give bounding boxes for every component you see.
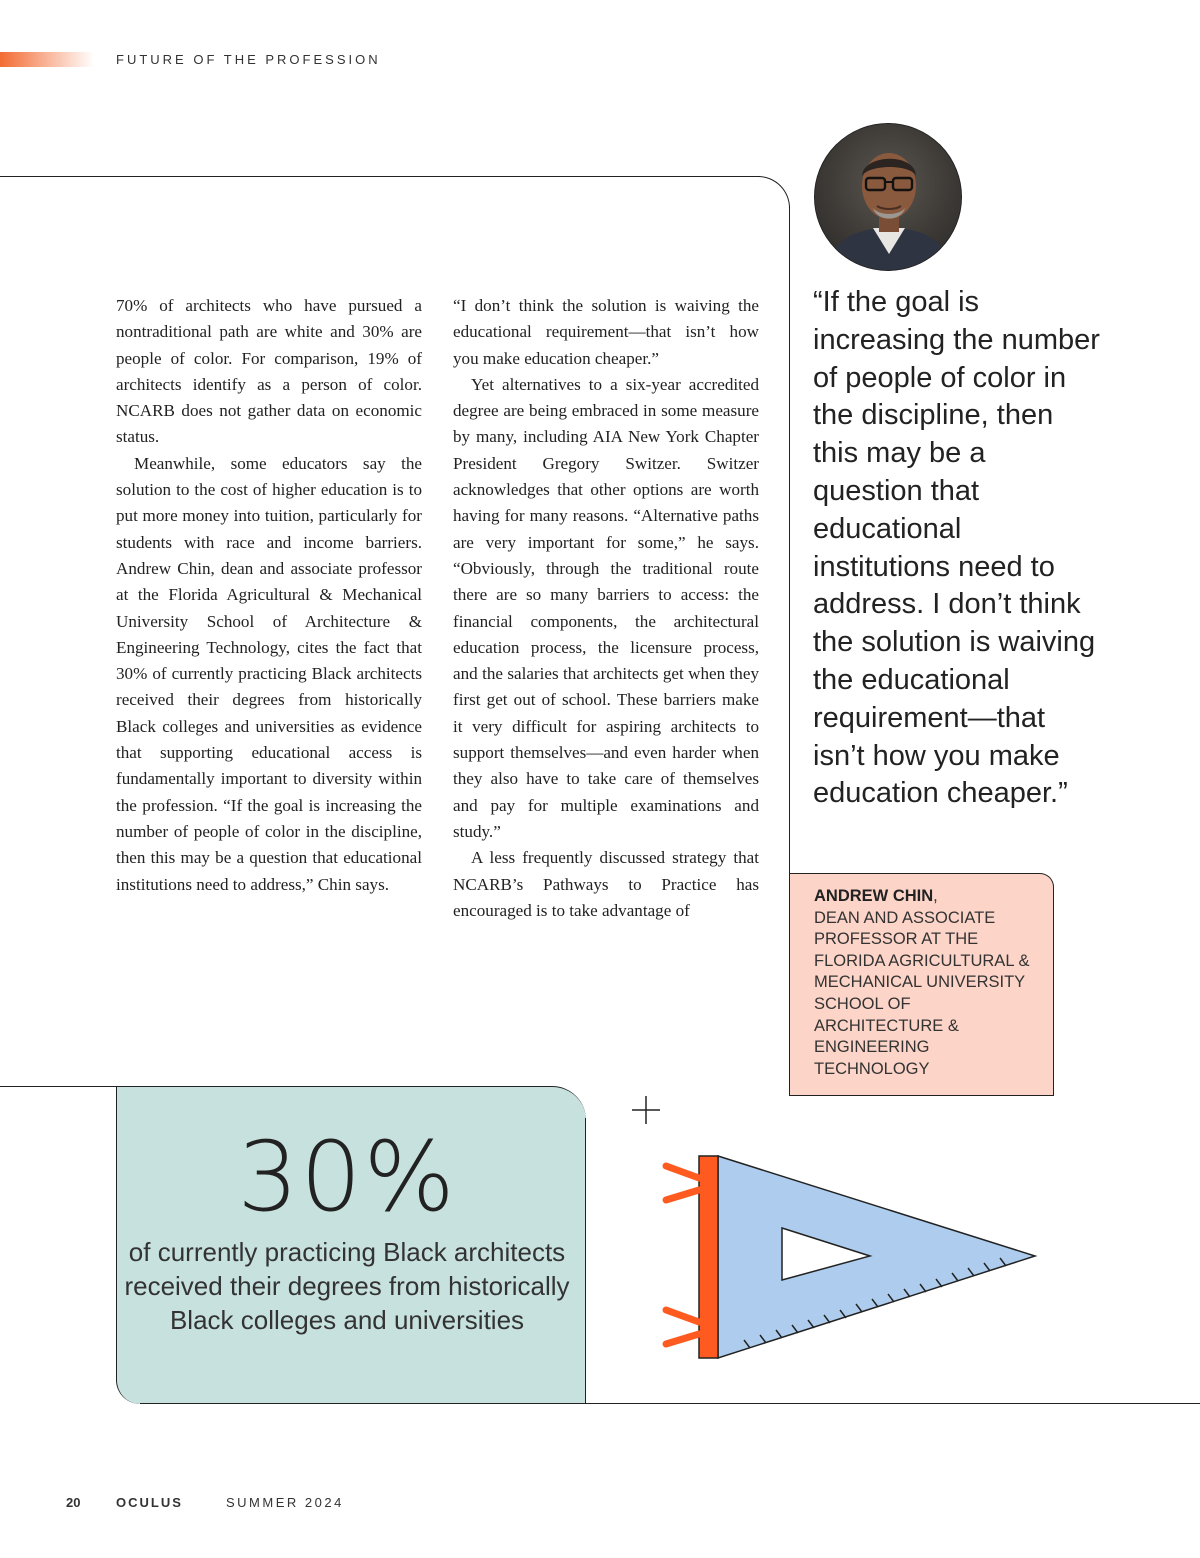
paragraph: “I don’t think the solution is waiving the educational requirement—that isn’t how you make education cheaper.” — [453, 296, 759, 368]
stat-caption: of currently practicing Black architects received their degrees from historically Black colleges and universities — [124, 1237, 570, 1335]
attribution-name: ANDREW CHIN — [814, 887, 934, 905]
portrait-photo — [814, 123, 962, 271]
issue-date: SUMMER 2024 — [226, 1495, 344, 1510]
attribution-title: DEAN AND ASSOCIATE PROFESSOR AT THE FLORIDA AGRICULTURAL & MECHANICAL UNIVERSITY SCHOOL OF ARCHITECTURE & ENGINEERING TECHNOLOGY — [814, 908, 1030, 1078]
body-column-1 — [116, 293, 422, 898]
body-column-2 — [453, 293, 759, 924]
paragraph: A less frequently discussed strategy that NCARB’s Pathways to Practice has encouraged is to take advantage of — [453, 848, 759, 920]
section-accent-bar — [0, 52, 94, 67]
portrait-illustration — [815, 124, 962, 271]
stat-box-edge — [585, 1118, 586, 1404]
divider-line — [0, 1086, 118, 1087]
page-number: 20 — [66, 1495, 81, 1510]
pennant-icon — [630, 1090, 1050, 1370]
frame-corner — [758, 176, 790, 208]
section-label: FUTURE OF THE PROFESSION — [116, 52, 381, 67]
divider-line-bottom — [140, 1403, 1200, 1404]
paragraph: Yet alternatives to a six-year accredited degree are being embraced in some measure by many, including AIA New York Chapter President Gregory Switzer. Switzer acknowledges that other options are worth having for many reasons. “Alternative paths are very important for some,” he says. “Obviously, through the traditional route there are so many barriers to access: the financial components, the architectural education process, the licensure process, and the salaries that architects get when they first get out of school. These barriers make it very difficult for aspiring architects to support themselves—and even harder when they also have to take care of themselves and pay for multiple examinations and study.” — [453, 374, 759, 841]
paragraph: 70% of architects who have pursued a nontraditional path are white and 30% are people of color. For comparison, 19% of architects identify as a person of color. NCARB does not gather data on economic status. — [116, 296, 422, 447]
pull-quote: “If the goal is increasing the number of people of color in the discipline, then this may be a question that educational institutions need to address. I don’t think the solution is waiving the educational requirement—that isn’t how you make education cheaper.” — [813, 286, 1100, 810]
frame-top-line — [0, 176, 760, 177]
quote-attribution-box: ANDREW CHIN, DEAN AND ASSOCIATE PROFESSOR AT THE FLORIDA AGRICULTURAL & MECHANICAL UNIVERSITY SCHOOL OF ARCHITECTURE & ENGINEERING TECHNOLOGY — [790, 873, 1054, 1096]
magazine-name: OCULUS — [116, 1495, 183, 1510]
paragraph: Meanwhile, some educators say the solution to the cost of higher education is to put more money into tuition, particularly for students with race and income barriers. Andrew Chin, dean and associate professor at the Florida Agricultural & Mechanical University School of Architecture & Engineering Technology, cites the fact that 30% of currently practicing Black architects received their degrees from historically Black colleges and universities as evidence that supporting educational access is fundamentally important to diversity within the profession. “If the goal is increasing the number of people of color in the discipline, then this may be a question that educational institutions need to address,” Chin says. — [116, 453, 422, 894]
stat-value: 30% — [237, 1121, 457, 1233]
